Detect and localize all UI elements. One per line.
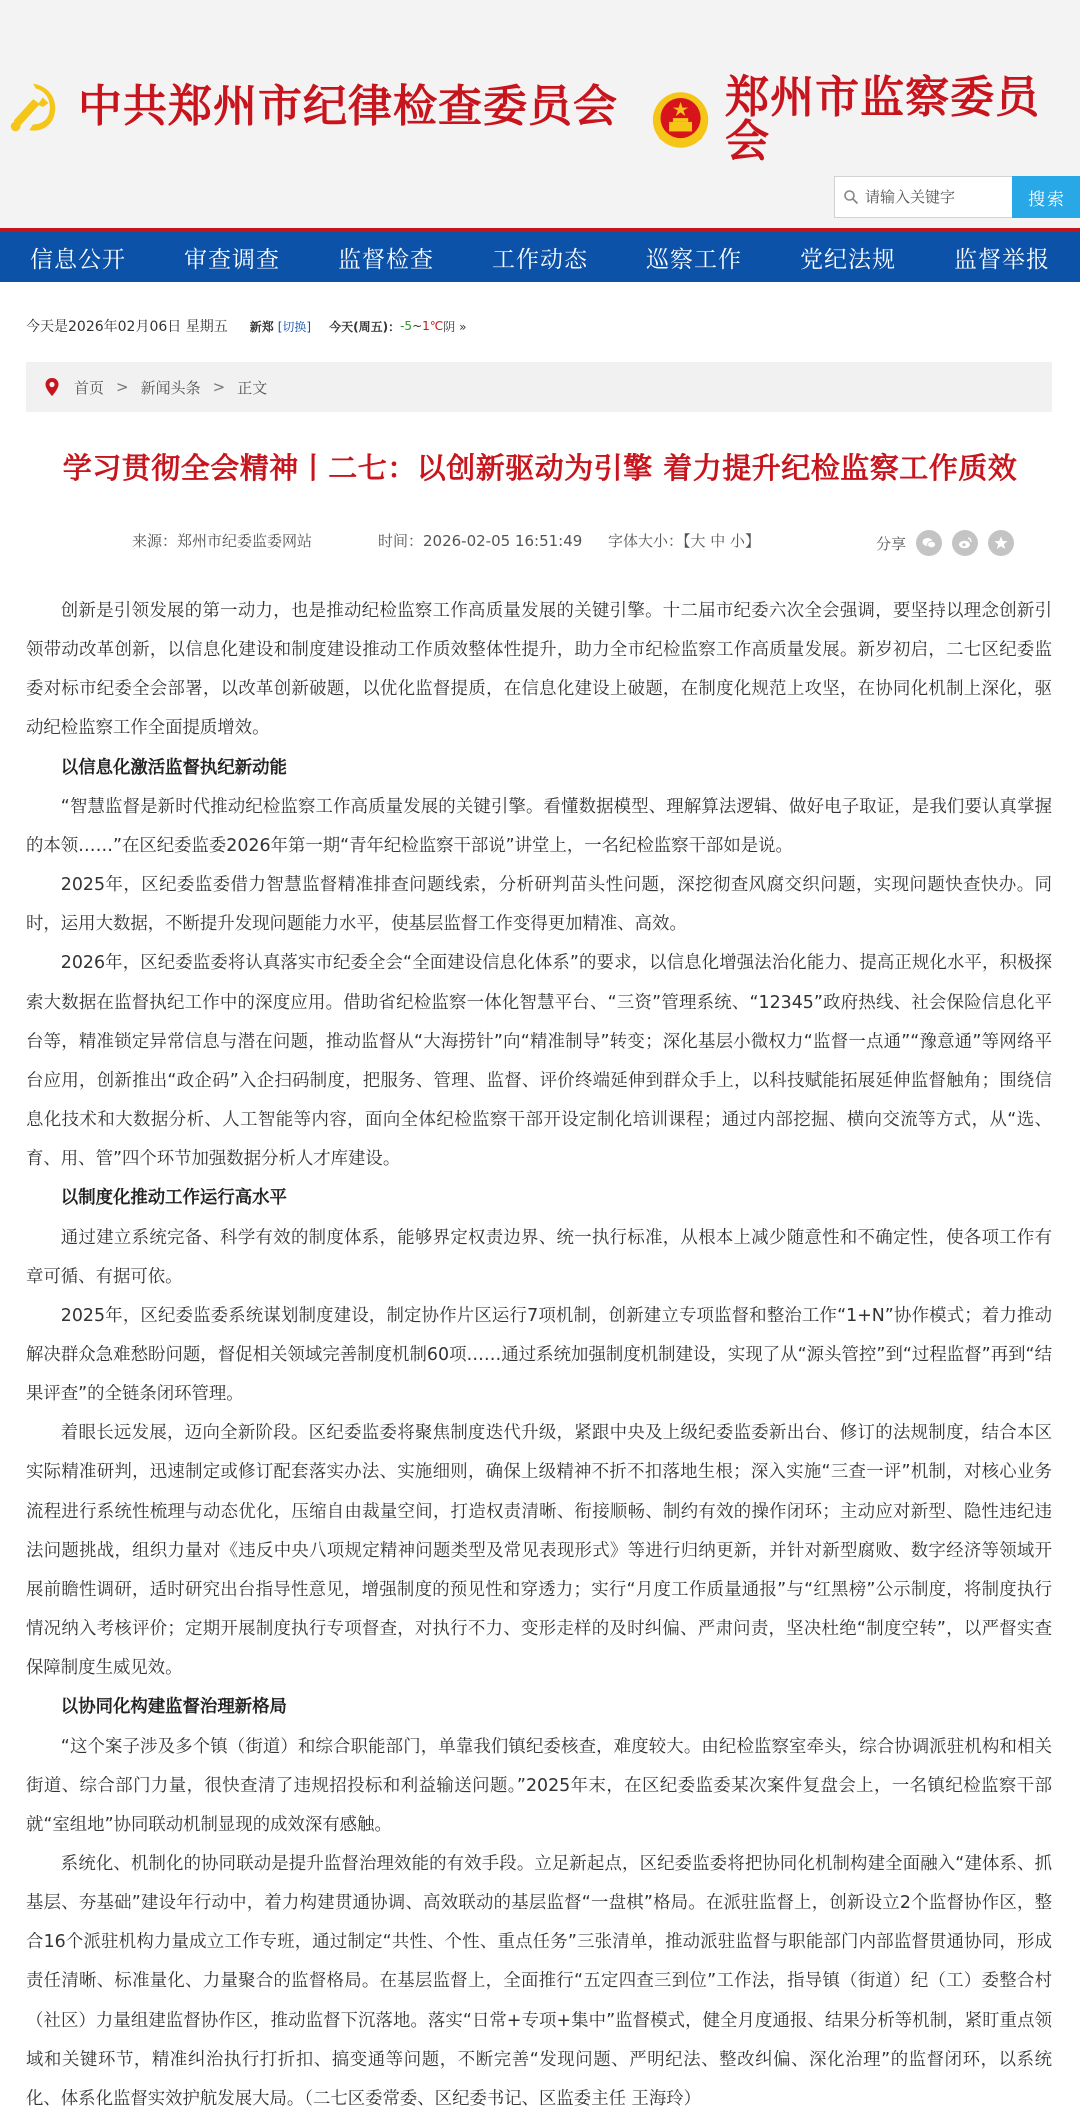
search-bar xyxy=(834,176,1080,218)
brand-left-title: 中共郑州市纪律检查委员会 xyxy=(78,81,618,132)
article-paragraph: 2025年，区纪委监委借力智慧监督精准排查问题线索，分析研判苗头性问题，深挖彻查风腐交织问题，实现问题快查快办。同时，运用大数据，不断提升发现问题能力水平，使基层监督工作变得更加精准、高效。 xyxy=(26,875,1052,935)
nav-item-info-disclosure[interactable]: 信息公开 xyxy=(30,246,126,273)
search-box[interactable] xyxy=(834,176,1012,218)
weather-label: 今天(周五)： xyxy=(329,319,401,334)
article-section-heading: 以制度化推动工作运行高水平 xyxy=(60,1188,287,1209)
article-section-heading: 以协同化构建监督治理新格局 xyxy=(60,1697,287,1718)
article-paragraph: 着眼长远发展，迈向全新阶段。区纪委监委将聚焦制度迭代升级，紧跟中央及上级纪委监委新出台、修订的法规制度，结合本区实际精准研判，迅速制定或修订配套落实办法、实施细则，确保上级精神不折不扣落地生根；深入实施“三查一评”机制，对核心业务流程进行系统性梳理与动态优化，压缩自由裁量空间，打造权责清晰、衔接顺畅、制约有效的操作闭环；主动应对新型、隐性违纪违法问题挑战，组织力量对《违反中央八项规定精神问题类型及常见表现形式》等进行归纳更新，并针对新型腐败、数字经济等领域开展前瞻性调研，适时研究出台指导性意见，增强制度的预见性和穿透力；实行“月度工作质量通报”与“红黑榜”公示制度，将制度执行情况纳入考核评价；定期开展制度执行专项督查，对执行不力、变形走样的及时纠偏、严肃问责，坚决杜绝“制度空转”，以严督实查保障制度生威见效。 xyxy=(26,1423,1052,1679)
nav-item-inspection[interactable]: 巡察工作 xyxy=(646,246,742,273)
article-paragraph: 系统化、机制化的协同联动是提升监督治理效能的有效手段。立足新起点，区纪委监委将把协同化机制构建全面融入“建体系、抓基层、夯基础”建设年行动中，着力构建贯通协调、高效联动的基层监督“一盘棋”格局。在派驻监督上，创新设立2个监督协作区，整合16个派驻机构力量成立工作专班，通过制定“共性、个性、重点任务”三张清单，推动派驻监督与职能部门内部监督贯通协同，形成责任清晰、标准量化、力量聚合的监督格局。在基层监督上，全面推行“五定四查三到位”工作法，指导镇（街道）纪（工）委整合村（社区）力量组建监督协作区，推动监督下沉落地。落实“日常+专项+集中”监督模式，健全月度通报、结果分析等机制，紧盯重点领域和关键环节，精准纠治执行打折扣、搞变通等问题，不断完善“发现问题、严明纪法、整改纠偏、深化治理”的监督闭环，以系统化、体系化监督实效护航发展大局。（二七区委常委、区纪委书记、区监委主任 王海玲） xyxy=(26,1854,1052,2109)
share-label: 分享 xyxy=(876,534,907,553)
search-icon xyxy=(843,189,859,205)
article-time: 时间：2026-02-05 16:51:49 xyxy=(378,532,583,550)
breadcrumb-separator: > xyxy=(116,378,129,396)
article-section-heading: 以信息化激活监督执纪新动能 xyxy=(60,757,287,778)
temp-separator: ~ xyxy=(412,319,423,333)
brand-commission[interactable] xyxy=(4,76,618,138)
nav-item-regulations[interactable]: 党纪法规 xyxy=(800,246,896,273)
article-paragraph: “智慧监督是新时代推动纪检监察工作高质量发展的关键引擎。看懂数据模型、理解算法逻辑、做好电子取证，是我们要认真掌握的本领……”在区纪委监委2026年第一期“青年纪检监察干部说”讲堂上，一名纪检监察干部如是说。 xyxy=(26,796,1052,856)
breadcrumb-separator: > xyxy=(212,378,226,396)
weather-city-switch[interactable]: [切换] xyxy=(277,319,312,334)
article-title: 学习贯彻全会精神丨二七：以创新驱动为引擎 着力提升纪检监察工作质效 xyxy=(62,451,1018,485)
article-paragraph: 创新是引领发展的第一动力，也是推动纪检监察工作高质量发展的关键引擎。十二届市纪委六次全会强调，要坚持以理念创新引领带动改革创新，以信息化建设和制度建设推动工作质效整体性提升，助力全市纪检监察工作高质量发展。新岁初启，二七区纪委监委对标市纪委全会部署，以改革创新破题，以优化监督提质，在信息化建设上破题，在制度化规范上攻坚，在协同化机制上深化，驱动纪检监察工作全面提质增效。 xyxy=(26,601,1052,739)
font-size-control[interactable]: 字体大小：【大 中 小】 xyxy=(608,532,761,550)
article-paragraph: 2026年，区纪委监委将认真落实市纪委全会“全面建设信息化体系”的要求，以信息化增强法治化能力、提高正规化水平，积极探索大数据在监督执纪工作中的深度应用。借助省纪检监察一体化智慧平台、“三资”管理系统、“12345”政府热线、社会保险信息化平台等，精准锁定异常信息与潜在问题，推动监督从“大海捞针”向“精准制导”转变；深化基层小微权力“监督一点通”“豫意通”等网络平台应用，创新推出“政企码”入企扫码制度，把服务、管理、监督、评价终端延伸到群众手上，以科技赋能拓展延伸监督触角；围绕信息化技术和大数据分析、人工智能等内容，面向全体纪检监察干部开设定制化培训课程；通过内部挖掘、横向交流等方式，从“选、育、用、管”四个环节加强数据分析人才库建设。 xyxy=(26,953,1052,1170)
brand-right-title: 郑州市监察委员会 xyxy=(725,72,1041,167)
breadcrumb-section[interactable]: 新闻头条 xyxy=(140,378,201,397)
article-body xyxy=(26,592,1052,2119)
share-bar xyxy=(876,530,1014,556)
nav-item-report[interactable]: 监督举报 xyxy=(954,246,1050,273)
weibo-icon[interactable] xyxy=(952,530,978,556)
article-source: 来源：郑州市纪委监委网站 xyxy=(132,532,313,550)
wechat-icon[interactable] xyxy=(916,530,942,556)
breadcrumb-current: 正文 xyxy=(237,378,268,397)
article-paragraph: “这个案子涉及多个镇（街道）和综合职能部门，单靠我们镇纪委核查，难度较大。由纪检监察室牵头，综合协调派驻机构和相关街道、综合部门力量，很快查清了违规招投标和利益输送问题。”2025年末，在区纪委监委某次案件复盘会上，一名镇纪检监察干部就“室组地”协同联动机制显现的成效深有感触。 xyxy=(26,1736,1052,1835)
location-pin-icon xyxy=(44,377,60,397)
qzone-icon[interactable] xyxy=(988,530,1014,556)
search-input[interactable] xyxy=(865,188,1005,206)
brand-supervision[interactable] xyxy=(650,72,1080,167)
article-meta xyxy=(0,530,1080,554)
national-emblem-icon xyxy=(650,89,711,151)
weather-city: 新郑 xyxy=(249,319,274,334)
temp-low: -5 xyxy=(400,319,413,333)
nav-item-work-news[interactable]: 工作动态 xyxy=(492,246,588,273)
breadcrumb-home[interactable]: 首页 xyxy=(74,378,105,397)
site-header xyxy=(0,0,1080,228)
current-date: 今天是2026年02月06日 星期五 xyxy=(26,319,228,335)
weather-desc[interactable]: 阴 » xyxy=(443,319,467,334)
info-bar xyxy=(26,314,466,338)
nav-item-supervision[interactable]: 监督检查 xyxy=(338,246,434,273)
search-button[interactable]: 搜索 xyxy=(1012,176,1080,218)
breadcrumb xyxy=(26,362,1052,412)
main-nav xyxy=(0,228,1080,282)
nav-item-investigation[interactable]: 审查调查 xyxy=(184,246,280,273)
temp-high: 1℃ xyxy=(422,319,444,333)
party-emblem-icon xyxy=(4,76,66,138)
article-paragraph: 2025年，区纪委监委系统谋划制度建设，制定协作片区运行7项机制，创新建立专项监督和整治工作“1+N”协作模式；着力推动解决群众急难愁盼问题，督促相关领域完善制度机制60项……通过系统加强制度机制建设，实现了从“源头管控”到“过程监督”再到“结果评查”的全链条闭环管理。 xyxy=(26,1305,1052,1405)
article-paragraph: 通过建立系统完备、科学有效的制度体系，能够界定权责边界、统一执行标准，从根本上减少随意性和不确定性，使各项工作有章可循、有据可依。 xyxy=(26,1227,1052,1287)
